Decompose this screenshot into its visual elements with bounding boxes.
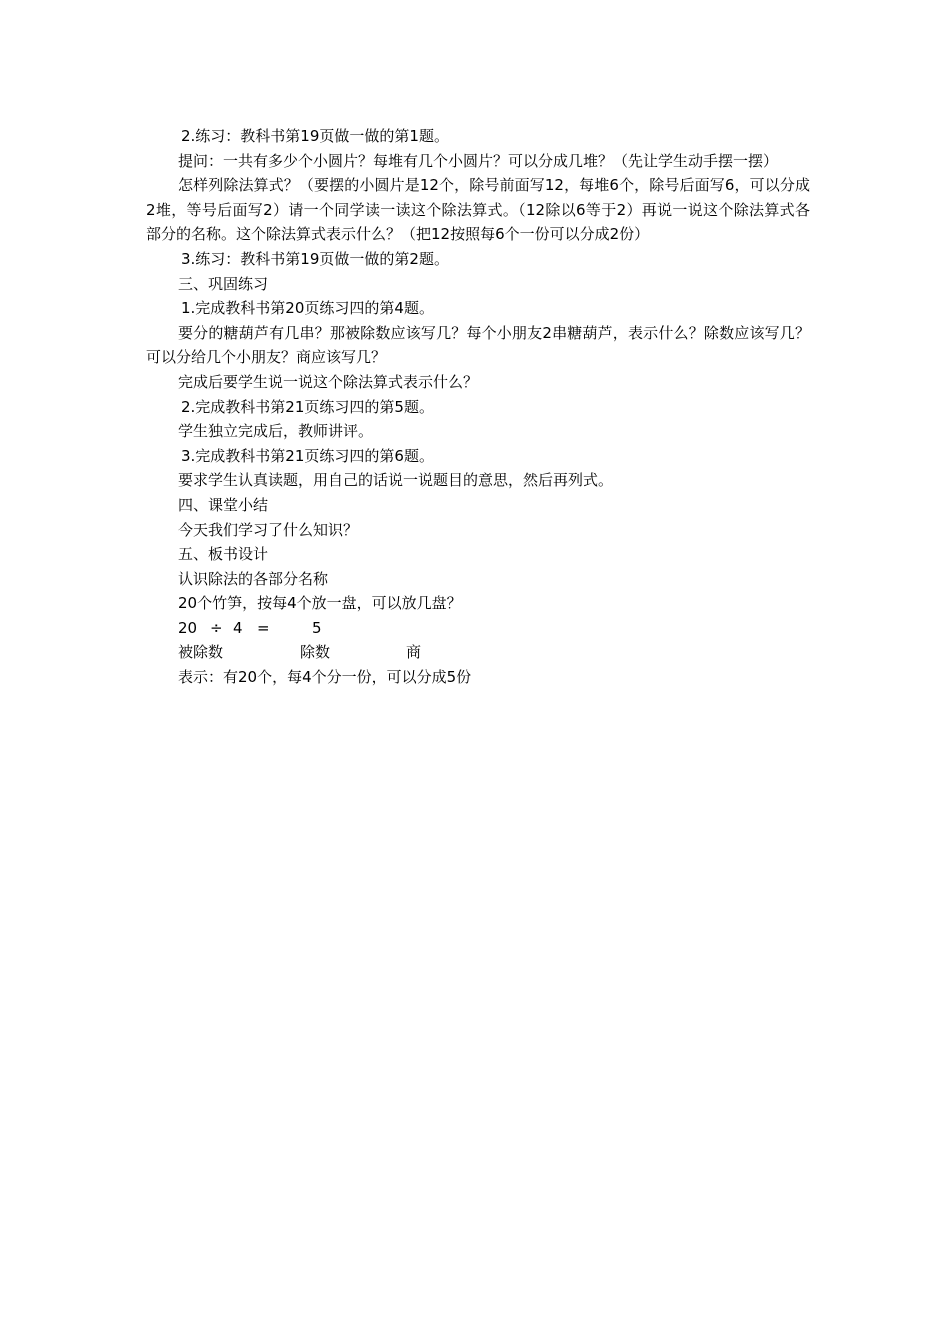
- paragraph-read-carefully: 要求学生认真读题，用自己的话说一说题目的意思，然后再列式。: [178, 471, 614, 490]
- paragraph-practice-2: 2.练习：教科书第19页做一做的第1题。: [181, 127, 449, 145]
- paragraph-summary-question: 今天我们学习了什么知识？: [178, 520, 359, 539]
- paragraph-teacher-review: 学生独立完成后，教师讲评。: [178, 422, 374, 441]
- paragraph-bamboo-problem: 20个竹笋，按每4个放一盘，可以放几盘？: [178, 594, 462, 613]
- label-divisor: 除数: [300, 643, 331, 662]
- paragraph-exercise-3: 3.完成教科书第21页练习四的第6题。: [181, 446, 434, 465]
- paragraph-tanghulu-question: 要分的糖葫芦有几串？那被除数应该写几？每个小朋友2串糖葫芦，表示什么？除数应该写几？可以分给几个小朋友？商应该写几？: [146, 323, 810, 367]
- paragraph-explain-formula: 完成后要学生说一说这个除法算式表示什么？: [178, 372, 479, 391]
- label-dividend: 被除数: [178, 643, 224, 662]
- paragraph-division-formula: 怎样列除法算式？（要摆的小圆片是12个，除号前面写12，每堆6个，除号后面写6，可以分成2堆，等号后面写2）请一个同学读一读这个除法算式。（12除以6等于2）再说一说这个除法算式各部分的名称。这个除法算式表示什么？（把12按照每6个一份可以分成2份）: [146, 176, 810, 244]
- paragraph-exercise-1: 1.完成教科书第20页练习四的第4题。: [181, 299, 434, 318]
- paragraph-meaning: 表示：有20个，每4个分一份，可以分成5份: [178, 668, 472, 687]
- paragraph-question-1: 提问：一共有多少个小圆片？每堆有几个小圆片？可以分成几堆？（先让学生动手摆一摆）: [178, 151, 779, 170]
- equation-quotient: 5: [312, 618, 322, 637]
- division-equation: [146, 616, 810, 641]
- paragraph-exercise-2: 2.完成教科书第21页练习四的第5题。: [181, 397, 434, 416]
- equation-equals-sign: =: [257, 618, 270, 637]
- section-heading-summary: 四、课堂小结: [178, 495, 269, 514]
- paragraph-practice-3: 3.练习：教科书第19页做一做的第2题。: [181, 249, 449, 268]
- equation-divisor: 4: [233, 618, 243, 637]
- equation-divide-sign: ÷: [210, 618, 223, 637]
- section-heading-board-design: 五、板书设计: [178, 545, 269, 564]
- equation-part-labels: [146, 640, 810, 665]
- label-quotient: 商: [406, 643, 422, 662]
- equation-dividend: 20: [178, 618, 198, 637]
- document-body: [146, 124, 810, 690]
- section-heading-consolidation: 三、巩固练习: [178, 274, 269, 293]
- paragraph-board-title: 认识除法的各部分名称: [178, 569, 329, 588]
